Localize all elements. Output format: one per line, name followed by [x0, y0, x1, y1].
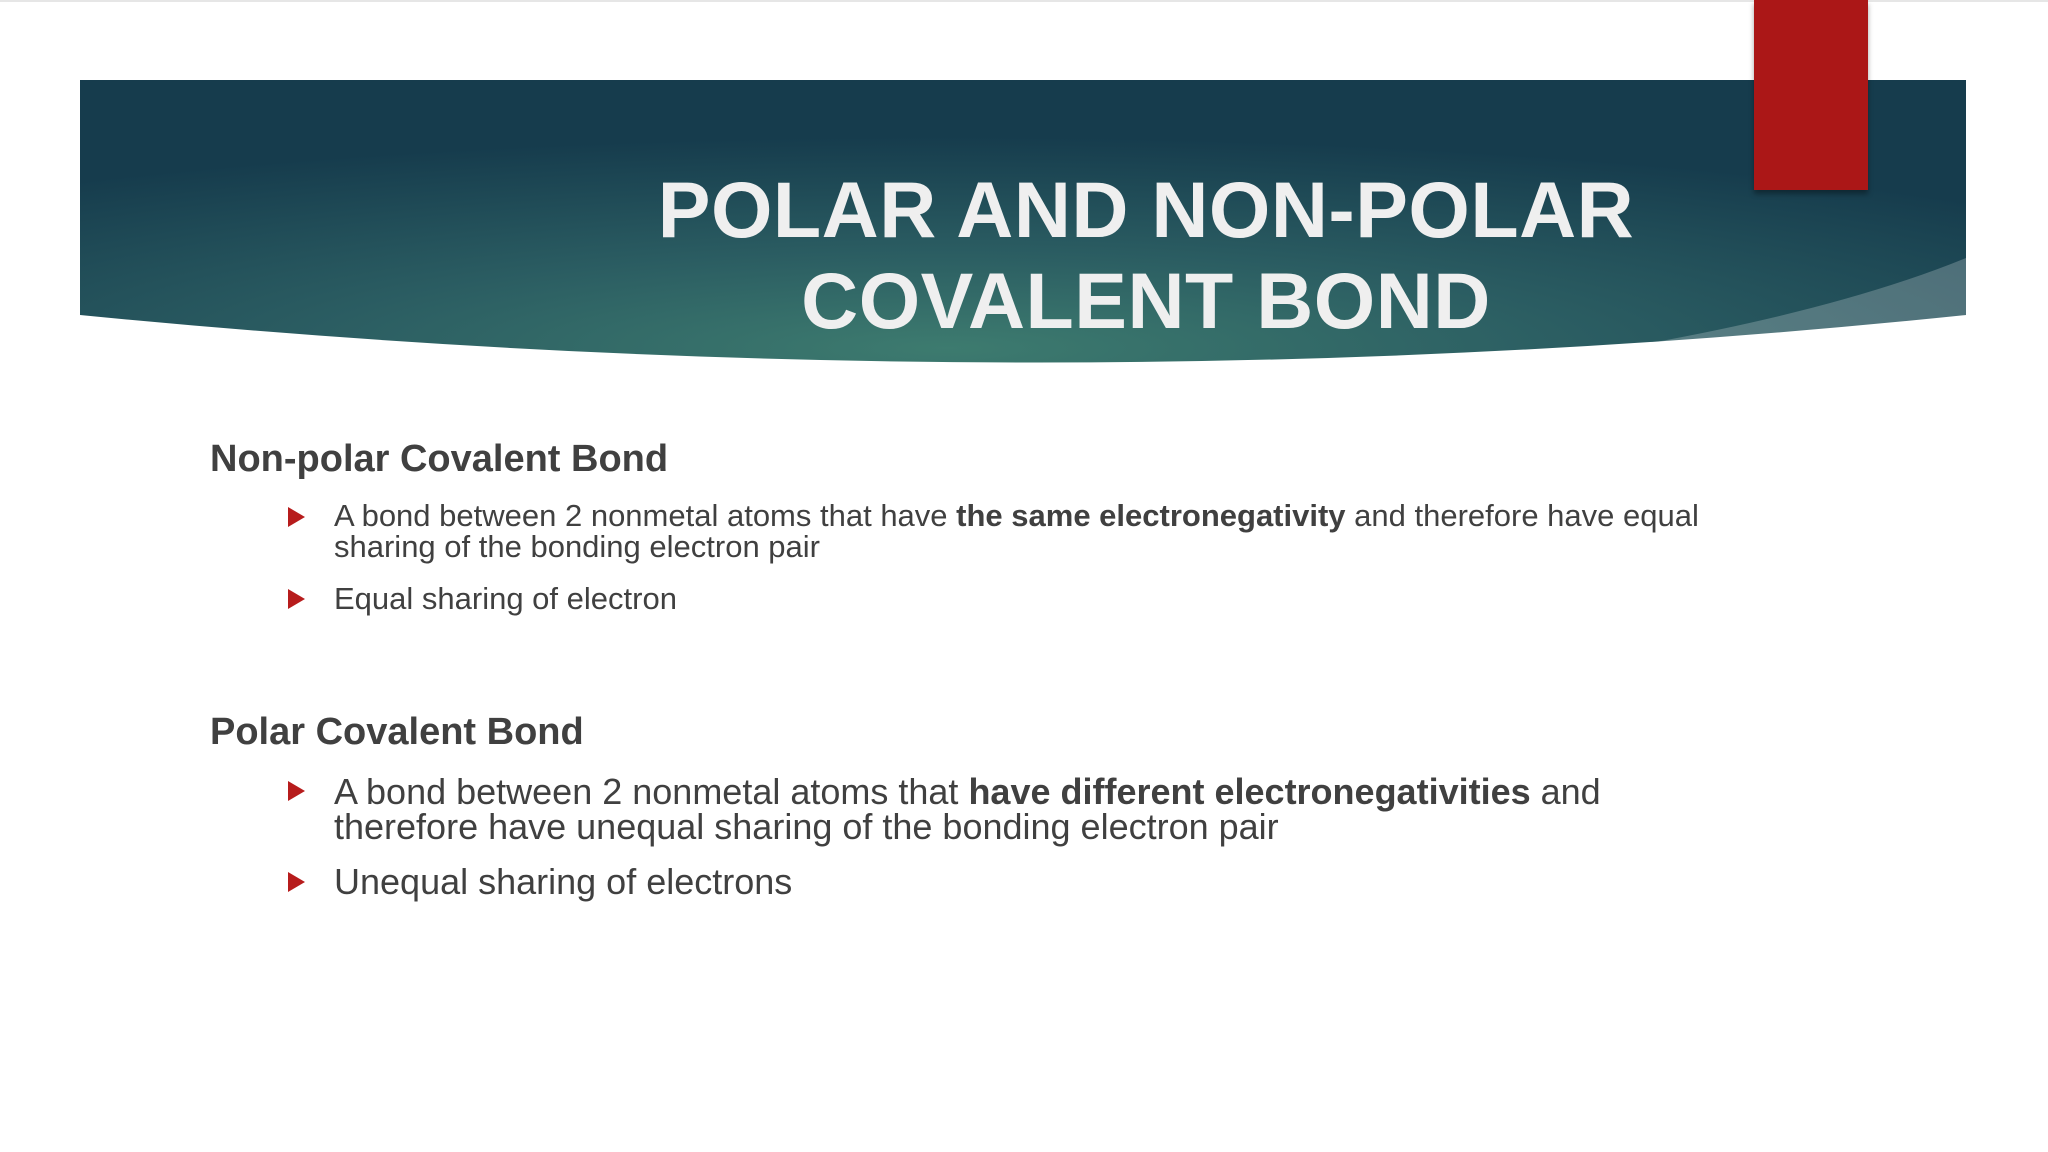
- triangle-bullet-icon: [288, 589, 305, 609]
- section-heading-polar: Polar Covalent Bond: [210, 711, 584, 753]
- title-area: [80, 160, 2046, 350]
- triangle-bullet-icon: [288, 781, 305, 801]
- bullet-text: Equal sharing of electron: [334, 581, 677, 616]
- bullet-item: [334, 861, 1754, 902]
- section-heading-nonpolar: Non-polar Covalent Bond: [210, 438, 669, 480]
- slide-title: POLAR AND NON-POLAR COVALENT BOND: [657, 165, 1635, 345]
- bullet-item: [334, 771, 1754, 847]
- bullet-text: and therefore have unequal sharing of the bonding electron pair: [334, 771, 1601, 847]
- bullet-item: [334, 500, 1754, 562]
- bullet-text: Unequal sharing of electrons: [334, 861, 793, 902]
- bullet-text: A bond between 2 nonmetal atoms that have: [334, 498, 957, 533]
- bullet-emphasis: have different electronegativities: [968, 771, 1531, 812]
- bullet-item: [334, 583, 1754, 614]
- triangle-bullet-icon: [288, 507, 305, 527]
- triangle-bullet-icon: [288, 872, 305, 892]
- bullet-text: A bond between 2 nonmetal atoms that: [334, 771, 969, 812]
- bullet-text: and therefore have equal sharing of the bonding electron pair: [334, 498, 1699, 564]
- bullet-emphasis: the same electronegativity: [956, 498, 1346, 533]
